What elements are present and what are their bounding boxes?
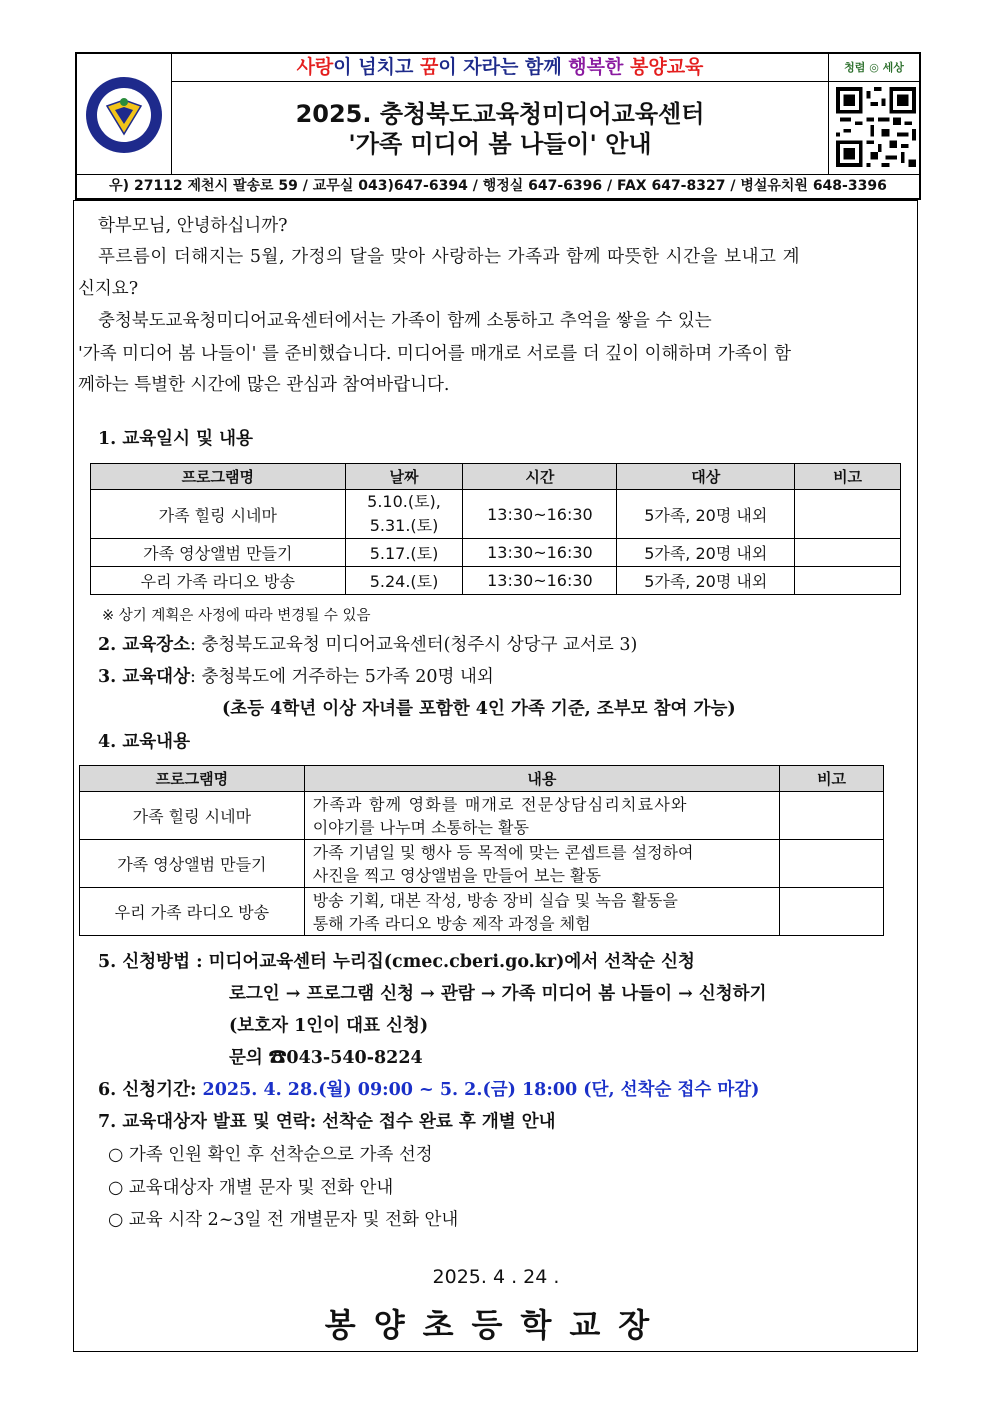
- date-line: 5.31.(토): [369, 516, 439, 535]
- document-title: [172, 82, 828, 174]
- content-line: 방송 기획, 대본 작성, 방송 장비 실습 및 녹음 활동을: [312, 890, 678, 910]
- intro-line: 신지요?: [78, 279, 139, 299]
- school-logo: [85, 76, 163, 154]
- table-header-row: [91, 464, 901, 490]
- signer: 봉양초등학교장: [324, 1306, 668, 1344]
- section-2-label: 2. 교육장소: [98, 635, 190, 655]
- table-row: [80, 840, 884, 888]
- qr-cell: [828, 82, 919, 174]
- intro-line: 충청북도교육청미디어교육센터에서는 가족이 함께 소통하고 추억을 쌓을 수 있는: [98, 311, 712, 331]
- intro-line: 푸르름이 더해지는 5월, 가정의 달을 맞아 사랑하는 가족과 함께 따뜻한 시간을 보내고 계: [98, 247, 801, 267]
- apply-note: (보호자 1인이 대표 신청): [229, 1016, 429, 1036]
- schedule-table: [90, 463, 901, 595]
- program-cell: 가족 영상앨범 만들기: [91, 539, 346, 567]
- inquiry-phone: 문의 ☎043-540-8224: [229, 1048, 423, 1068]
- content-line: 가족과 함께 영화를 매개로 전문상담심리치료사와: [312, 794, 688, 814]
- slogan-banner: [172, 54, 828, 82]
- slogan-part: 사랑: [296, 56, 334, 78]
- slogan-part: 이 넘치고: [333, 56, 420, 78]
- column-header: 프로그램명: [91, 464, 346, 490]
- slogan-part: 봉양교육: [629, 56, 704, 78]
- time-cell: 13:30~16:30: [463, 539, 617, 567]
- note-cell: [795, 539, 901, 567]
- date-line: 5.10.(토),: [367, 492, 441, 511]
- list-item: ○ 교육 시작 2~3일 전 개별문자 및 전화 안내: [108, 1210, 459, 1230]
- content-cell: [304, 888, 779, 936]
- section-6-label: 6. 신청기간:: [98, 1080, 197, 1100]
- content-cell: [304, 792, 779, 840]
- slogan-part: 함께: [524, 56, 569, 78]
- date-cell: 5.17.(토): [345, 539, 463, 567]
- table-header-row: [80, 766, 884, 792]
- column-header: 날짜: [345, 464, 463, 490]
- content-table: [79, 765, 884, 936]
- program-cell: 우리 가족 라디오 방송: [80, 888, 305, 936]
- date-cell: [345, 490, 463, 539]
- table-row: [80, 792, 884, 840]
- table-row: [80, 888, 884, 936]
- column-header: 시간: [463, 464, 617, 490]
- list-item: ○ 가족 인원 확인 후 선착순으로 가족 선정: [108, 1145, 433, 1165]
- note-cell: [780, 840, 884, 888]
- table-row: [91, 567, 901, 595]
- section-6: [98, 1078, 759, 1102]
- qr-code-icon: [836, 87, 916, 167]
- intro-line: '가족 미디어 봄 나들이' 를 준비했습니다. 미디어를 매개로 서로를 더 깊이 이해하며 가족이 함: [78, 344, 791, 364]
- column-header: 프로그램명: [80, 766, 305, 792]
- content-line: 이야기를 나누며 소통하는 활동: [312, 817, 529, 837]
- contact-info: 우) 27112 제천시 팔송로 59 / 교무실 043)647-6394 / 행정실 647-6396 / FAX 647-8327 / 병설유치원 648-3396: [77, 174, 919, 198]
- section-2: [98, 633, 637, 657]
- time-cell: 13:30~16:30: [463, 490, 617, 539]
- column-header: 내용: [304, 766, 779, 792]
- program-cell: 가족 힐링 시네마: [91, 490, 346, 539]
- column-header: 대상: [617, 464, 795, 490]
- intro-line: 께하는 특별한 시간에 많은 관심과 참여바랍니다.: [78, 375, 450, 395]
- note-cell: [780, 888, 884, 936]
- column-header: 비고: [780, 766, 884, 792]
- application-period: 2025. 4. 28.(월) 09:00 ~ 5. 2.(금) 18:00 (단, 선착순 접수 마감): [202, 1080, 760, 1100]
- column-header: 비고: [795, 464, 901, 490]
- section-3-value: : 충청북도에 거주하는 5가족 20명 내외: [189, 667, 494, 687]
- content-line: 통해 가족 라디오 방송 제작 과정을 체험: [312, 913, 591, 933]
- integrity-badge: 청렴 ◎ 세상: [828, 54, 919, 82]
- note-cell: [795, 567, 901, 595]
- section-5-title: 5. 신청방법 : 미디어교육센터 누리집(cmec.cberi.go.kr)에서 선착순 신청: [98, 952, 695, 972]
- intro-greeting: 학부모님, 안녕하십니까?: [98, 216, 288, 236]
- section-2-value: : 충청북도교육청 미디어교육센터(청주시 상당구 교서로 3): [189, 635, 638, 655]
- target-cell: 5가족, 20명 내외: [617, 567, 795, 595]
- title-line-2: '가족 미디어 봄 나들이' 안내: [348, 130, 652, 158]
- program-cell: 가족 영상앨범 만들기: [80, 840, 305, 888]
- section-3-label: 3. 교육대상: [98, 667, 190, 687]
- schedule-footnote: ※ 상기 계획은 사정에 따라 변경될 수 있음: [102, 608, 371, 624]
- slogan-part: 이 자라는: [438, 56, 525, 78]
- section-3: [98, 665, 494, 689]
- logo-cell: [77, 54, 172, 174]
- apply-steps: 로그인 → 프로그램 신청 → 관람 → 가족 미디어 봄 나들이 → 신청하기: [229, 984, 767, 1004]
- content-line: 가족 기념일 및 행사 등 목적에 맞는 콘셉트를 설정하여: [312, 842, 694, 862]
- program-cell: 가족 힐링 시네마: [80, 792, 305, 840]
- table-row: [91, 539, 901, 567]
- time-cell: 13:30~16:30: [463, 567, 617, 595]
- issue-date: 2025. 4 . 24 .: [432, 1266, 560, 1288]
- date-cell: 5.24.(토): [345, 567, 463, 595]
- slogan-part: 꿈: [419, 56, 439, 78]
- title-line-1: 2025. 충청북도교육청미디어교육센터: [295, 100, 705, 128]
- target-cell: 5가족, 20명 내외: [617, 539, 795, 567]
- content-line: 사진을 찍고 영상앨범을 만들어 보는 활동: [312, 865, 601, 885]
- note-cell: [780, 792, 884, 840]
- section-4-title: 4. 교육내용: [98, 732, 190, 752]
- note-cell: [795, 490, 901, 539]
- slogan-part: 행복한: [568, 56, 630, 78]
- section-7-title: 7. 교육대상자 발표 및 연락: 선착순 접수 완료 후 개별 안내: [98, 1112, 556, 1132]
- list-item: ○ 교육대상자 개별 문자 및 전화 안내: [108, 1178, 394, 1198]
- section-3-note: (초등 4학년 이상 자녀를 포함한 4인 가족 기준, 조부모 참여 가능): [222, 699, 736, 719]
- program-cell: 우리 가족 라디오 방송: [91, 567, 346, 595]
- content-cell: [304, 840, 779, 888]
- letterhead: [75, 52, 921, 200]
- target-cell: 5가족, 20명 내외: [617, 490, 795, 539]
- table-row: [91, 490, 901, 539]
- section-1-title: 1. 교육일시 및 내용: [98, 429, 253, 449]
